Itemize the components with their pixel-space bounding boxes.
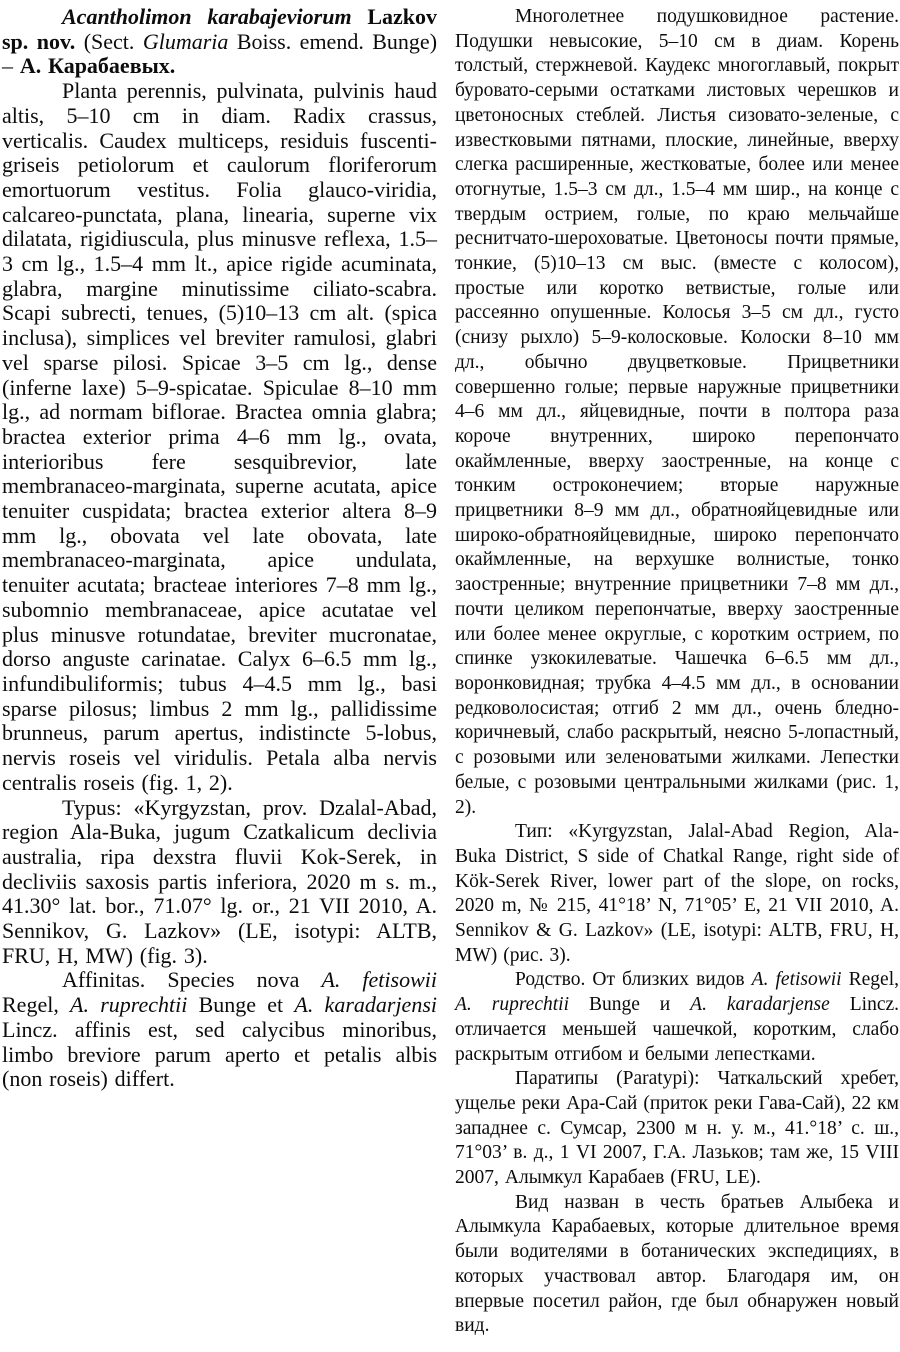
paragraph-affinitas-latin xyxy=(2,968,437,1092)
text-run: Boiss. emend. Bunge) – xyxy=(2,28,438,79)
text-run: A. fetisowii xyxy=(321,967,437,993)
paragraph-typus-latin xyxy=(2,796,437,969)
russian-description-column xyxy=(455,5,899,1352)
text-run: Вид назван в честь братьев Алыбека и Алымкула Карабаевых, которые длительное время были водителями в ботанических экспедициях, в которых участвовал автор. Благодаря им, он впервые посетил район, где был обнаружен новый вид. xyxy=(455,1191,899,1337)
latin-description-column xyxy=(2,5,437,1352)
text-run: A. ruprechtii xyxy=(70,992,188,1018)
text-run: Affinitas. Species nova xyxy=(62,967,322,993)
text-run: A. karadarjense xyxy=(690,994,830,1016)
text-run: Planta perennis, pulvinata, pulvinis haud altis, 5–10 cm in diam. Radix crassus, verticalis. Caudex multiceps, residuis fuscenti-griseis petiolorum et caulorum floriferorum emortuorum vestitus. Folia glauco-viridia, calcareo-punctata, plana, linearia, superne vix dilatata, rigidiuscula, plus minusve reflexa, 1.5–3 cm lg., 1.5–4 mm lt., apice rigide acuminata, glabra, margine minutissime ciliato-scabra. Scapi subrecti, tenues, (5)10–13 cm alt. (spica inclusa), simplices vel breviter ramulosi, glabri vel sparse pilosi. Spicae 3–5 cm lg., dense (inferne laxe) 5–9-spicatae. Spiculae 8–10 mm lg., ad normam biflorae. Bractea omnia glabra; bractea exterior prima 4–6 mm lg., ovata, interioribus fere sesquibrevior, late membranaceo-marginata, superne acutata, apice tenuiter cuspidata; bractea exterior altera 8–9 mm lg., obovata vel late obovata, late membranaceo-marginata, apice undulata, tenuiter acutata; bracteae interiores 7–8 mm lg., subomnio membranaceae, apice acutatae vel plus minusve rotundatae, breviter mucronatae, dorso anguste carinatae. Calyx 6–6.5 mm lg., infundibuliformis; tubus 4–4.5 mm lg., basi sparse pilosus; limbus 2 mm lg., pallidissime brunneus, parum apertus, indistincte 5-lobus, nervis roseis vel viridulis. Petala alba nervis centralis roseis (fig. 1, 2). xyxy=(2,78,437,795)
text-run: A. karadarjensi xyxy=(294,992,437,1018)
text-run: Regel, xyxy=(2,992,71,1018)
text-run: Glumaria xyxy=(142,28,229,54)
paragraph-paratypes-russian xyxy=(455,1067,899,1191)
paragraph-type-russian xyxy=(455,820,899,968)
paragraph-diagnosis-latin xyxy=(2,79,437,795)
text-run: Acantholimon karabajeviorum xyxy=(62,4,368,29)
text-run: Lazkov sp. nov. xyxy=(2,4,437,54)
text-run: Тип: «Kyrgyzstan, Jalal-Abad Region, Ala-Buka District, S side of Chatkal Range, right side of Kök-Serek River, lower part of the slope, on rocks, 2020 m, № 215, 41°18’ N, 71°05’ E, 21 VII 2010, A. Sennikov & G. Lazkov» (LE, isotypi: ALTB, FRU, H, MW) (рис. 3). xyxy=(455,821,899,966)
text-run: Паратипы (Paratypi): Чаткальский хребет, ущелье реки Ара-Сай (приток реки Гава-Сай), 22 км западнее с. Сумсар, 2300 м н. у. м., 41.°18’ с. ш., 71°03’ в. д., 1 VI 2007, Г.А. Лазьков; там же, 15 VIII 2007, Алымкул Карабаев (FRU, LE). xyxy=(455,1068,899,1189)
text-run: А. Карабаевых. xyxy=(19,53,176,79)
text-run: Bunge et xyxy=(187,992,295,1018)
text-run: Lincz. affinis est, sed calycibus minoribus, limbo breviore parum aperto et petalis albis (non roseis) differt. xyxy=(2,1016,437,1092)
text-run: (Sect. xyxy=(75,28,143,54)
text-run: Родство. От близких видов xyxy=(515,969,752,991)
text-run: Многолетнее подушковидное растение. Подушки невысокие, 5–10 см в диам. Корень толстый, стержневой. Каудекс многоглавый, покрыт буровато-серыми остатками листовых черешков и цветоносных стеблей. Листья сизовато-зеленые, с известковыми пятнами, плоские, линейные, вверху слегка расширенные, жестковатые, более или менее отогнутые, 1.5–3 см дл., 1.5–4 мм шир., на конце с твердым острием, голые, по краю мельчайше реснитчато-шероховатые. Цветоносы почти прямые, тонкие, (5)10–13 см выс. (вместе с колосом), простые или коротко ветвистые, голые или рассеянно опушенные. Колосья 3–5 см дл., густо (снизу рыхло) 5–9-колосковые. Колоски 8–10 мм дл., обычно двуцветковые. Прицветники совершенно голые; первые наружные прицветники 4–6 мм дл., яйцевидные, почти в полтора раза короче внутренних, широко перепончато окаймленные, вверху заостренные, на конце с тонким остроконечием; вторые наружные прицветники 8–9 мм дл., обратнояйцевидные или широко-обратнояйцевидные, широко перепончато окаймленные, на верхушке волнистые, тонко заостренные; внутренние прицветники 7–8 мм дл., почти целиком перепончатые, вверху заостренные или более менее округлые, с коротким острием, по спинке узкокилеватые. Чашечка 6–6.5 мм дл., воронковидная; трубка 4–4.5 мм дл., в основании редковолосистая; отгиб 2 мм дл., очень бледно-коричневый, слабо раскрытый, неясно 5-лопастный, с розовыми или зеленоватыми жилками. Лепестки белые, с розовыми центральными жилками (рис. 1, 2). xyxy=(455,6,899,818)
text-run: Bunge и xyxy=(569,994,691,1016)
paragraph-species-heading xyxy=(2,5,437,79)
paragraph-rodstvo-russian xyxy=(455,968,899,1067)
text-run: Lincz. отличается меньшей чашечкой, коротким, слабо раскрытым отгибом и белыми лепестками. xyxy=(455,994,899,1065)
text-run: A. fetisowii xyxy=(751,969,842,991)
paragraph-description-russian xyxy=(455,5,899,820)
text-run: Regel, xyxy=(841,969,900,991)
text-run: Typus: «Kyrgyzstan, prov. Dzalal-Abad, region Ala-Buka, jugum Czatkalicum declivia australia, ripa dexstra fluvii Kok-Serek, in decliviis saxosis partis inferiora, 2020 m s. m., 41.30° lat. bor., 71.07° lg. or., 21 VII 2010, A. Sennikov, G. Lazkov» (LE, isotypi: ALTB, FRU, H, MW) (fig. 3). xyxy=(2,794,437,968)
text-run: A. ruprechtii xyxy=(455,994,569,1016)
paragraph-etymology-russian xyxy=(455,1191,899,1339)
